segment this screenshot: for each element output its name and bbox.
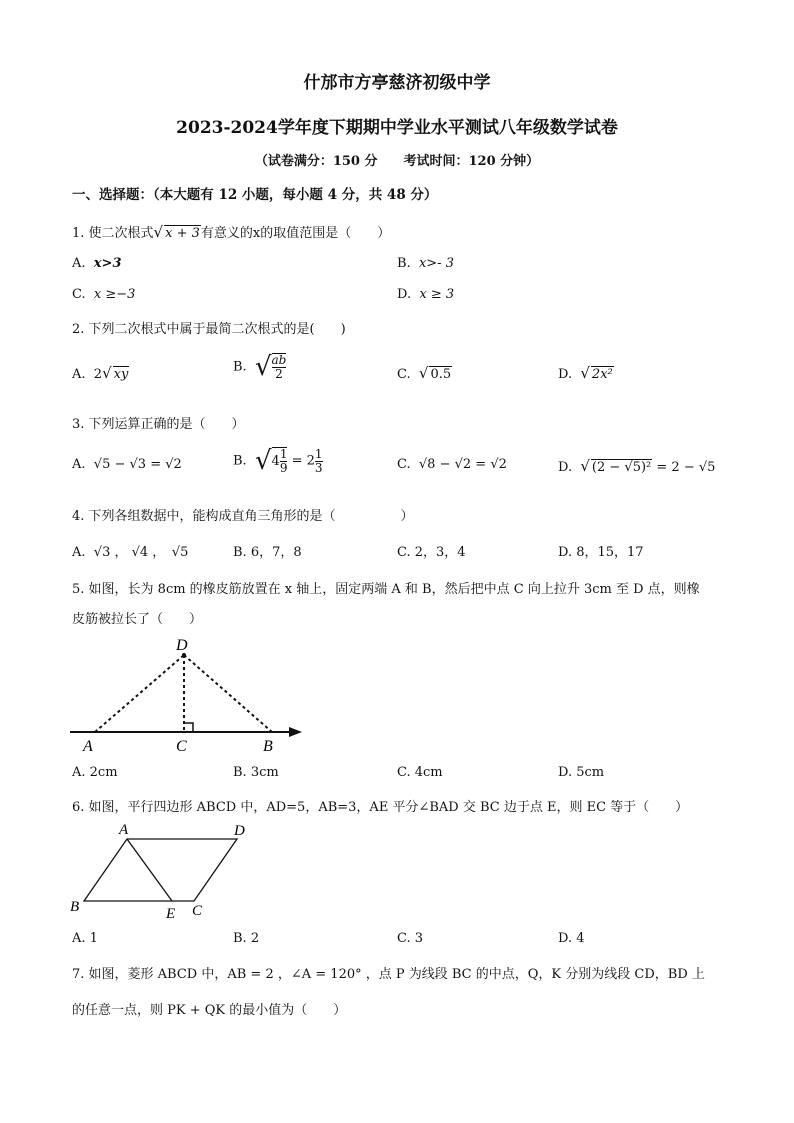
question-6-stem: 6. 如图，平行四边形 ABCD 中，AD=5，AB=3，AE 平分∠BAD 交 BC 边于点 E，则 EC 等于（ ） [72, 800, 689, 815]
question-5-line1: 5. 如图，长为 8cm 的橡皮筋放置在 x 轴上，固定两端 A 和 B，然后把中点 C 向上拉升 3cm 至 D 点，则橡 [72, 582, 700, 597]
q6-option-d[interactable]: D. 4 [558, 931, 585, 946]
segment-ad [95, 655, 184, 732]
label-b: B [70, 899, 80, 915]
segment-db [184, 655, 272, 732]
q3-option-b[interactable]: B. √4 $\frac{1}{9}$ = 2 $\frac{1}{3}$ [233, 446, 323, 476]
school-name: 什邡市方亭慈济初级中学 [303, 73, 491, 93]
q5-figure [60, 630, 320, 760]
question-1-stem: 1. 使二次根式√ x + 3有意义的x的取值范围是（ ） [72, 223, 391, 241]
section-heading: 一、选择题：（本大题有 12 小题，每小题 4 分，共 48 分） [72, 187, 438, 203]
x-axis-arrow [289, 727, 302, 737]
q6-figure [64, 815, 264, 925]
q3-option-c[interactable]: C. √8 − √2 = √2 [397, 457, 507, 472]
label-d: D [176, 637, 188, 654]
q5-option-c[interactable]: C. 4cm [397, 765, 443, 780]
label-c: C [176, 738, 187, 755]
q1-option-d[interactable]: D. x ≥ 3 [397, 287, 455, 302]
label-e: E [166, 906, 176, 922]
q2-option-b[interactable]: B. √ $\frac{ab}{2}$ [233, 352, 287, 382]
question-7-line1: 7. 如图，菱形 ABCD 中，AB = 2 ，∠A = 120° ，点 P 为线段 BC 的中点，Q，K 分别为线段 CD，BD 上 [72, 967, 705, 982]
q2-option-a[interactable]: A. 2√ xy [72, 364, 129, 382]
label-a: A [83, 738, 93, 755]
q5-option-a[interactable]: A. 2cm [72, 765, 118, 780]
q6-option-c[interactable]: C. 3 [397, 931, 424, 946]
q2-option-c[interactable]: C. √ 0.5 [397, 364, 452, 382]
q4-option-c[interactable]: C. 2，3，4 [397, 545, 466, 560]
q3-option-a[interactable]: A. √5 − √3 = √2 [72, 457, 182, 472]
q3-option-d[interactable]: D. √ (2 − √5)² = 2 − √5 [558, 457, 716, 475]
question-4-stem: 4. 下列各组数据中，能构成直角三角形的是（ ） [72, 509, 414, 524]
q5-option-b[interactable]: B. 3cm [233, 765, 279, 780]
q6-option-b[interactable]: B. 2 [233, 931, 260, 946]
q4-option-b[interactable]: B. 6，7，8 [233, 545, 302, 560]
label-b: B [263, 738, 273, 755]
q1-pre: 1. 使二次根式 [72, 226, 154, 241]
q1-option-b[interactable]: B. x>- 3 [397, 256, 454, 271]
q1-option-c[interactable]: C. x ≥−3 [72, 287, 136, 302]
q4-option-a[interactable]: A. √3 ， √4 ， √5 [72, 545, 189, 560]
q1-option-a[interactable]: A. x>3 [72, 256, 122, 271]
question-2-stem: 2. 下列二次根式中属于最简二次根式的是( ) [72, 322, 346, 337]
parallelogram-abcd [84, 839, 237, 901]
label-d: D [234, 823, 245, 839]
segment-ae [127, 839, 172, 901]
label-c: C [192, 903, 203, 919]
q5-option-d[interactable]: D. 5cm [558, 765, 605, 780]
exam-title: 2023-2024学年度下期期中学业水平测试八年级数学试卷 [176, 118, 618, 138]
q2-option-d[interactable]: D. √ 2x² [558, 364, 613, 382]
q4-option-d[interactable]: D. 8，15，17 [558, 545, 644, 560]
q6-option-a[interactable]: A. 1 [72, 931, 98, 946]
q1-post: 有意义的x的取值范围是（ ） [200, 226, 391, 241]
exam-info: （试卷满分：150 分 考试时间：120 分钟） [254, 154, 540, 169]
question-7-line2: 的任意一点，则 PK + QK 的最小值为（ ） [72, 1003, 347, 1018]
question-5-line2: 皮筋被拉长了（ ） [72, 612, 203, 627]
question-3-stem: 3. 下列运算正确的是（ ） [72, 417, 245, 432]
label-a: A [119, 822, 129, 838]
right-angle-mark [184, 723, 193, 732]
q1-radicand: x + 3 [165, 226, 200, 241]
